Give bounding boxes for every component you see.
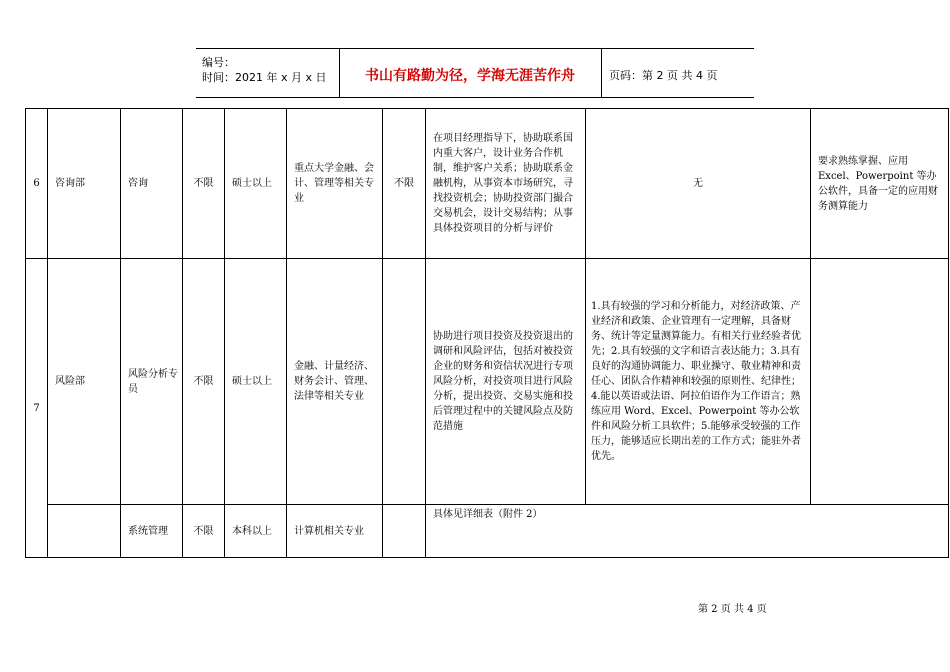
- page-header: [196, 48, 754, 98]
- department-cell: 风险部: [55, 376, 85, 387]
- department-cell: 咨询部: [55, 178, 85, 189]
- row-number: 6: [33, 178, 40, 189]
- department-cell: [48, 505, 120, 557]
- requirements-cell: 无: [693, 178, 703, 189]
- position-cell: 系统管理: [128, 525, 168, 537]
- duties-cell: 在项目经理指导下，协助联系国内重大客户，设计业务合作机制，维护客户关系；协助联系金融机构，从事资本市场研究，寻找投资机会；协助投资部门撮合交易机会，设计交易结构；从事具体投资项目的分析与评价: [433, 133, 573, 234]
- other-requirements-cell: [811, 259, 948, 504]
- age-cell: [383, 259, 425, 504]
- detail-reference-cell: 具体见详细表（附件 2）: [433, 509, 543, 520]
- header-info-cell: [196, 49, 340, 97]
- duties-cell: 协助进行项目投资及投资退出的调研和风险评估，包括对被投资企业的财务和资信状况进行专项风险分析，对投资项目进行风险分析，提出投资、交易实施和投后管理过程中的关键风险点及防范措施: [433, 331, 573, 432]
- gender-cell: 不限: [193, 525, 214, 537]
- major-cell: 重点大学金融、会计、管理等相关专业: [294, 163, 374, 204]
- education-cell: 本科以上: [232, 525, 272, 537]
- gender-cell: 不限: [193, 178, 214, 189]
- other-requirements-cell: 要求熟练掌握、应用 Excel、Powerpoint 等办公软件，具备一定的应用财务测算能力: [818, 155, 938, 212]
- table-border-bottom: [25, 557, 949, 558]
- gender-cell: 不限: [193, 376, 214, 387]
- age-cell: [383, 505, 425, 557]
- page-indicator: 页码：第 2 页 共 4 页: [609, 69, 718, 82]
- col-divider: [948, 108, 949, 558]
- date-label: 时间：2021 年 x 月 x 日: [202, 71, 327, 84]
- page-footer: 第 2 页 共 4 页: [698, 604, 767, 615]
- education-cell: 硕士以上: [232, 178, 272, 189]
- major-cell: 金融、计量经济、财务会计、管理、法律等相关专业: [294, 361, 374, 402]
- position-cell: 咨询: [128, 178, 148, 189]
- requirements-cell: 1.具有较强的学习和分析能力，对经济政策、产业经济和政策、企业管理有一定理解，具备财务、统计等定量测算能力。有相关行业经验者优先；2.具有较强的文字和语言表达能力；3.具有良好的沟通协调能力、职业操守、敬业精神和责任心、团队合作精神和较强的原则性、纪律性；4.能以英语或法语、阿拉伯语作为工作语言；熟练应用 Word、Excel、Powerpoint 等办公软件和风险分析工具软件；5.能够承受较强的工作压力，能够适应长期出差的工作方式；能驻外者优先。: [591, 301, 801, 462]
- header-motto-cell: [339, 49, 602, 97]
- major-cell: 计算机相关专业: [294, 525, 364, 537]
- row-number: 7: [33, 402, 40, 414]
- motto-text: 书山有路勤为径，学海无涯苦作舟: [365, 68, 575, 84]
- header-page-cell: [602, 49, 754, 97]
- age-cell: 不限: [394, 178, 414, 189]
- serial-number-label: 编号：: [202, 56, 235, 69]
- job-table: [25, 108, 949, 558]
- position-cell: 风险分析专员: [128, 368, 178, 395]
- education-cell: 硕士以上: [232, 376, 272, 387]
